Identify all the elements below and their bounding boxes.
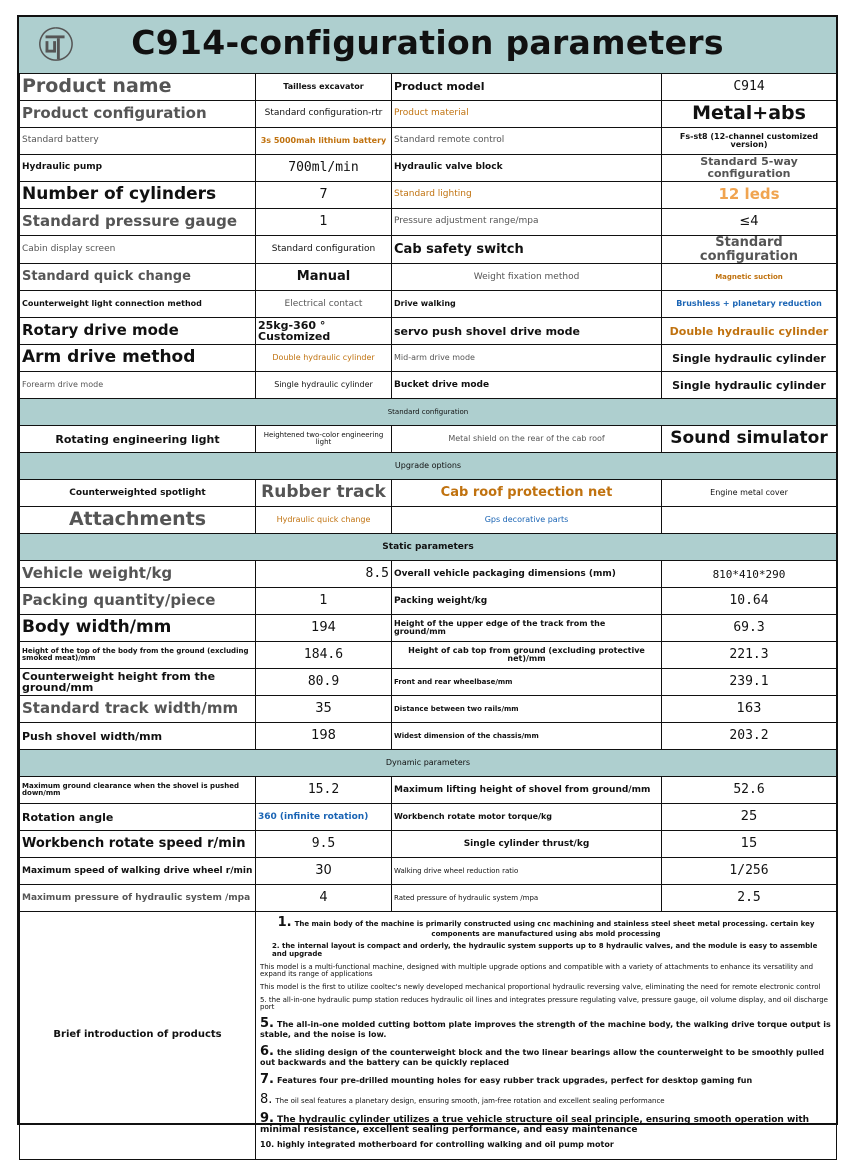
table-row [20,209,837,236]
table-row [20,426,837,453]
section-title: Standard configuration [20,399,837,426]
row-label: Single cylinder thrust/kg [392,831,662,858]
row-label: Number of cylinders [20,182,256,209]
table-row [20,74,837,101]
attachments-label: Attachments [20,507,256,534]
row-label: Height of cab top from ground (excluding protective net)/mm [392,642,662,669]
row-label: Counterweight height from the ground/mm [20,669,256,696]
row-label: Forearm drive mode [20,372,256,399]
row-label: Standard remote control [392,128,662,155]
table-row [20,831,837,858]
row-label: Rated pressure of hydraulic system /mpa [392,885,662,912]
row-label: Distance between two rails/mm [392,696,662,723]
table-row [20,669,837,696]
intro-item: 8. The oil seal features a planetary design, ensuring smooth, jam-free rotation and excellent sealing performance [260,1091,665,1107]
row-value: 1 [256,209,392,236]
row-label: Product name [20,74,256,101]
table-row [20,101,837,128]
row-label: Body width/mm [20,615,256,642]
upgrade-item: Cab roof protection net [392,480,662,507]
row-value: 9.5 [256,831,392,858]
table-row [20,642,837,669]
row-value: 239.1 [662,669,837,696]
table-row [20,264,837,291]
row-value: Electrical contact [256,291,392,318]
intro-label: Brief introduction of products [20,912,256,1160]
row-value: 10.64 [662,588,837,615]
intro-item: 10. highly integrated motherboard for controlling walking and oil pump motor [260,1140,614,1150]
table-row [20,858,837,885]
row-label: Vehicle weight/kg [20,561,256,588]
row-label: Maximum lifting height of shovel from ground/mm [392,777,662,804]
row-label: Packing quantity/piece [20,588,256,615]
row-value: ≤4 [662,209,837,236]
row-label: Front and rear wheelbase/mm [392,669,662,696]
upgrade-item: Engine metal cover [662,480,837,507]
table-row [20,480,837,507]
section-title: Upgrade options [20,453,837,480]
table-row [20,696,837,723]
row-label: Hydraulic pump [20,155,256,182]
table-row [20,804,837,831]
row-label: Widest dimension of the chassis/mm [392,723,662,750]
row-value: Standard configuration [662,236,837,264]
table-row [20,155,837,182]
row-value: 8.5 [256,561,392,588]
row-value: 198 [256,723,392,750]
row-value: 1 [256,588,392,615]
attachment-item [662,507,837,534]
config-table [19,73,837,1160]
standard-item: Rotating engineering light [20,426,256,453]
row-value: 69.3 [662,615,837,642]
intro-item: 1. The main body of the machine is primarily constructed using cnc machining and stainless steel sheet metal processing. certain key components are manufactured using abs mold processing [277,915,815,938]
standard-item: Heightened two-color engineering light [256,426,392,453]
row-label: Rotation angle [20,804,256,831]
table-row [20,182,837,209]
section-title: Dynamic parameters [20,750,837,777]
row-value: 221.3 [662,642,837,669]
row-value: Double hydraulic cylinder [256,345,392,372]
intro-row [20,912,837,1160]
row-label: Standard lighting [392,182,662,209]
row-label: Standard pressure gauge [20,209,256,236]
row-label: Cabin display screen [20,236,256,264]
table-row [20,615,837,642]
row-label: Rotary drive mode [20,318,256,345]
row-value: 203.2 [662,723,837,750]
intro-item: 2. the internal layout is compact and orderly, the hydraulic system supports up to 8 hydraulic valves, and the module is easy to assemble and upgrade [272,942,818,958]
row-value: Single hydraulic cylinder [662,345,837,372]
row-label: Standard quick change [20,264,256,291]
row-value: 15 [662,831,837,858]
table-row [20,318,837,345]
row-label: Height of the upper edge of the track from the ground/mm [392,615,662,642]
table-row [20,291,837,318]
table-row [20,561,837,588]
title-bar [19,17,836,74]
row-value: Single hydraulic cylinder [256,372,392,399]
row-label: Arm drive method [20,345,256,372]
intro-item: 9. The hydraulic cylinder utilizes a true vehicle structure oil seal principle, ensuring smooth operation with minimal resistance, excellent sealing performance, and easy maintenance [260,1110,810,1136]
row-value: Fs-st8 (12-channel customized version) [662,128,837,155]
row-value: 15.2 [256,777,392,804]
row-value: Standard configuration-rtr [256,101,392,128]
row-label: Standard battery [20,128,256,155]
row-value: Manual [256,264,392,291]
table-row [20,777,837,804]
row-value: 184.6 [256,642,392,669]
row-label: Height of the top of the body from the ground (excluding smoked meat)/mm [20,642,256,669]
table-row [20,588,837,615]
intro-item: This model is the first to utilize cooltec's newly developed mechanical proportional hydraulic reversing valve, eliminating the need for remote electronic control [260,983,821,992]
row-value: Standard 5-way configuration [662,155,837,182]
row-value: 2.5 [662,885,837,912]
standard-item: Sound simulator [662,426,837,453]
row-value: 194 [256,615,392,642]
row-label: Push shovel width/mm [20,723,256,750]
table-row [20,507,837,534]
row-label: Counterweight light connection method [20,291,256,318]
row-value: 810*410*290 [662,561,837,588]
row-value: 25 [662,804,837,831]
row-value: 35 [256,696,392,723]
row-value: Single hydraulic cylinder [662,372,837,399]
row-value: 30 [256,858,392,885]
row-label: Bucket drive mode [392,372,662,399]
table-row [20,128,837,155]
row-value: 12 leds [662,182,837,209]
row-label: Product material [392,101,662,128]
standard-item: Metal shield on the rear of the cab roof [392,426,662,453]
row-label: Workbench rotate speed r/min [20,831,256,858]
row-label: Overall vehicle packaging dimensions (mm) [392,561,662,588]
row-label: Maximum pressure of hydraulic system /mpa [20,885,256,912]
row-label: Cab safety switch [392,236,662,264]
intro-item: This model is a multi-functional machine, designed with multiple upgrade options and compatible with a variety of attachments to enhance its versatility and expand its range of applications [260,962,814,979]
intro-item: 7. Features four pre-drilled mounting holes for easy rubber track upgrades, perfect for desktop gaming fun [260,1072,753,1088]
row-value: 3s 5000mah lithium battery [256,128,392,155]
row-label: servo push shovel drive mode [392,318,662,345]
section-title: Static parameters [20,534,837,561]
section-header-dynamic [20,750,837,777]
row-value: 80.9 [256,669,392,696]
row-value: Magnetic suction [662,264,837,291]
row-label: Walking drive wheel reduction ratio [392,858,662,885]
row-label: Hydraulic valve block [392,155,662,182]
row-label: Product configuration [20,101,256,128]
row-value: 7 [256,182,392,209]
intro-item: 5. The all-in-one molded cutting bottom plate improves the strength of the machine body, the walking drive torque output is stable, and the noise is low. [260,1016,831,1040]
section-header-upgrade [20,453,837,480]
upgrade-item: Counterweighted spotlight [20,480,256,507]
row-value: Double hydraulic cylinder [662,318,837,345]
row-value: 52.6 [662,777,837,804]
row-value: Brushless + planetary reduction [662,291,837,318]
table-row [20,885,837,912]
row-value: Metal+abs [662,101,837,128]
row-label: Mid-arm drive mode [392,345,662,372]
row-value: 4 [256,885,392,912]
section-header-static [20,534,837,561]
row-value: 25kg-360 ° Customized [256,318,392,345]
row-label: Workbench rotate motor torque/kg [392,804,662,831]
intro-list [256,912,837,1160]
intro-item: 5. the all-in-one hydraulic pump station reduces hydraulic oil lines and integrates pressure regulating valve, pressure gauge, oil volume display, and oil discharge port [260,995,828,1012]
table-row [20,345,837,372]
section-header-standard [20,399,837,426]
row-label: Drive walking [392,291,662,318]
spec-sheet [17,15,838,1150]
row-value: Tailless excavator [256,74,392,101]
row-label: Pressure adjustment range/mpa [392,209,662,236]
row-label: Packing weight/kg [392,588,662,615]
intro-item: 6. the sliding design of the counterweight block and the two linear bearings allow the counterweight to be smoothly pulled out backwards and the battery can be quickly replaced [260,1044,825,1068]
table-row [20,236,837,264]
upgrade-item: Rubber track [256,480,392,507]
row-label: Product model [392,74,662,101]
table-row [20,723,837,750]
row-label: Standard track width/mm [20,696,256,723]
row-label: Weight fixation method [392,264,662,291]
row-value: 360 (infinite rotation) [256,804,392,831]
row-label: Maximum ground clearance when the shovel is pushed down/mm [20,777,256,804]
attachment-item: Gps decorative parts [392,507,662,534]
row-value: 700ml/min [256,155,392,182]
row-value: Standard configuration [256,236,392,264]
row-label: Maximum speed of walking drive wheel r/min [20,858,256,885]
page-title: C914-configuration parameters [131,23,724,62]
row-value: 163 [662,696,837,723]
table-row [20,372,837,399]
row-value: 1/256 [662,858,837,885]
attachment-item: Hydraulic quick change [256,507,392,534]
row-value: C914 [662,74,837,101]
